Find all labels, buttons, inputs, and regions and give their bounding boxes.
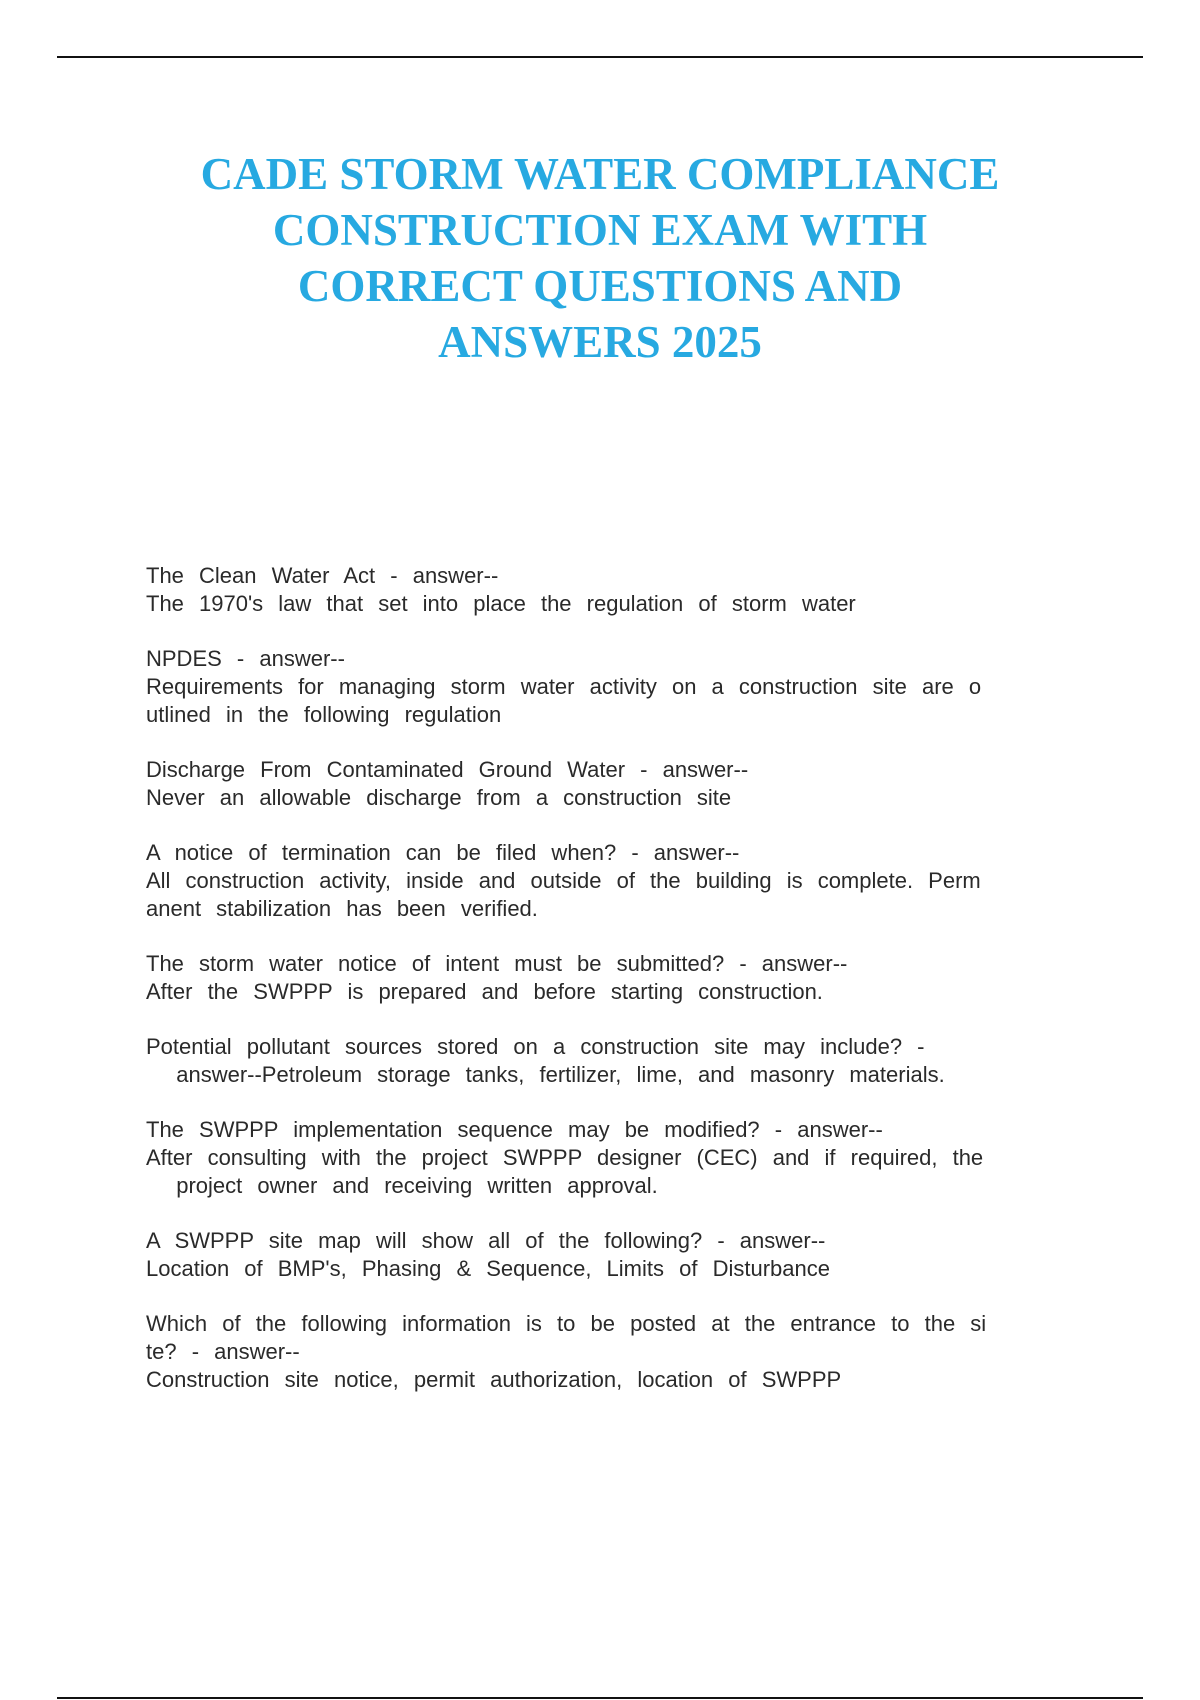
qa-item [146, 950, 1086, 1006]
qa-line: te? - answer-- [146, 1339, 300, 1364]
bottom-rule [57, 1697, 1143, 1699]
qa-item [146, 562, 1086, 618]
qa-item [146, 756, 1086, 812]
qa-item [146, 839, 1086, 923]
qa-item [146, 1227, 1086, 1283]
qa-line: After the SWPPP is prepared and before starting construction. [146, 979, 823, 1004]
qa-line: The 1970's law that set into place the regulation of storm water [146, 591, 856, 616]
qa-line: Discharge From Contaminated Ground Water - answer-- [146, 757, 749, 782]
qa-item [146, 645, 1086, 729]
qa-line: Location of BMP's, Phasing & Sequence, Limits of Disturbance [146, 1256, 830, 1281]
title-line: CORRECT QUESTIONS AND [297, 261, 903, 311]
top-rule [57, 56, 1143, 58]
qa-line: After consulting with the project SWPPP designer (CEC) and if required, the [146, 1145, 984, 1170]
title-line: ANSWERS 2025 [438, 317, 762, 367]
qa-line: A notice of termination can be filed when? - answer-- [146, 840, 740, 865]
title-line: CONSTRUCTION EXAM WITH [272, 205, 928, 255]
qa-line: A SWPPP site map will show all of the following? - answer-- [146, 1228, 826, 1253]
qa-line: anent stabilization has been verified. [146, 896, 538, 921]
qa-item [146, 1116, 1086, 1200]
title-line: CADE STORM WATER COMPLIANCE [200, 149, 1000, 199]
qa-line: utlined in the following regulation [146, 702, 502, 727]
qa-list [146, 562, 1086, 1421]
document-title [100, 146, 1100, 370]
qa-line: Construction site notice, permit authorization, location of SWPPP [146, 1367, 842, 1392]
qa-line: All construction activity, inside and outside of the building is complete. Perm [146, 868, 981, 893]
qa-line: project owner and receiving written approval. [146, 1173, 658, 1198]
qa-line: Requirements for managing storm water activity on a construction site are o [146, 674, 982, 699]
qa-line: The storm water notice of intent must be submitted? - answer-- [146, 951, 848, 976]
qa-line: NPDES - answer-- [146, 646, 345, 671]
qa-line: Never an allowable discharge from a construction site [146, 785, 732, 810]
qa-item [146, 1310, 1086, 1394]
qa-line: The Clean Water Act - answer-- [146, 563, 499, 588]
qa-line: Which of the following information is to be posted at the entrance to the si [146, 1311, 987, 1336]
qa-line: Potential pollutant sources stored on a construction site may include? - [146, 1034, 925, 1059]
qa-item [146, 1033, 1086, 1089]
qa-line: answer--Petroleum storage tanks, fertilizer, lime, and masonry materials. [146, 1062, 945, 1087]
qa-line: The SWPPP implementation sequence may be modified? - answer-- [146, 1117, 883, 1142]
